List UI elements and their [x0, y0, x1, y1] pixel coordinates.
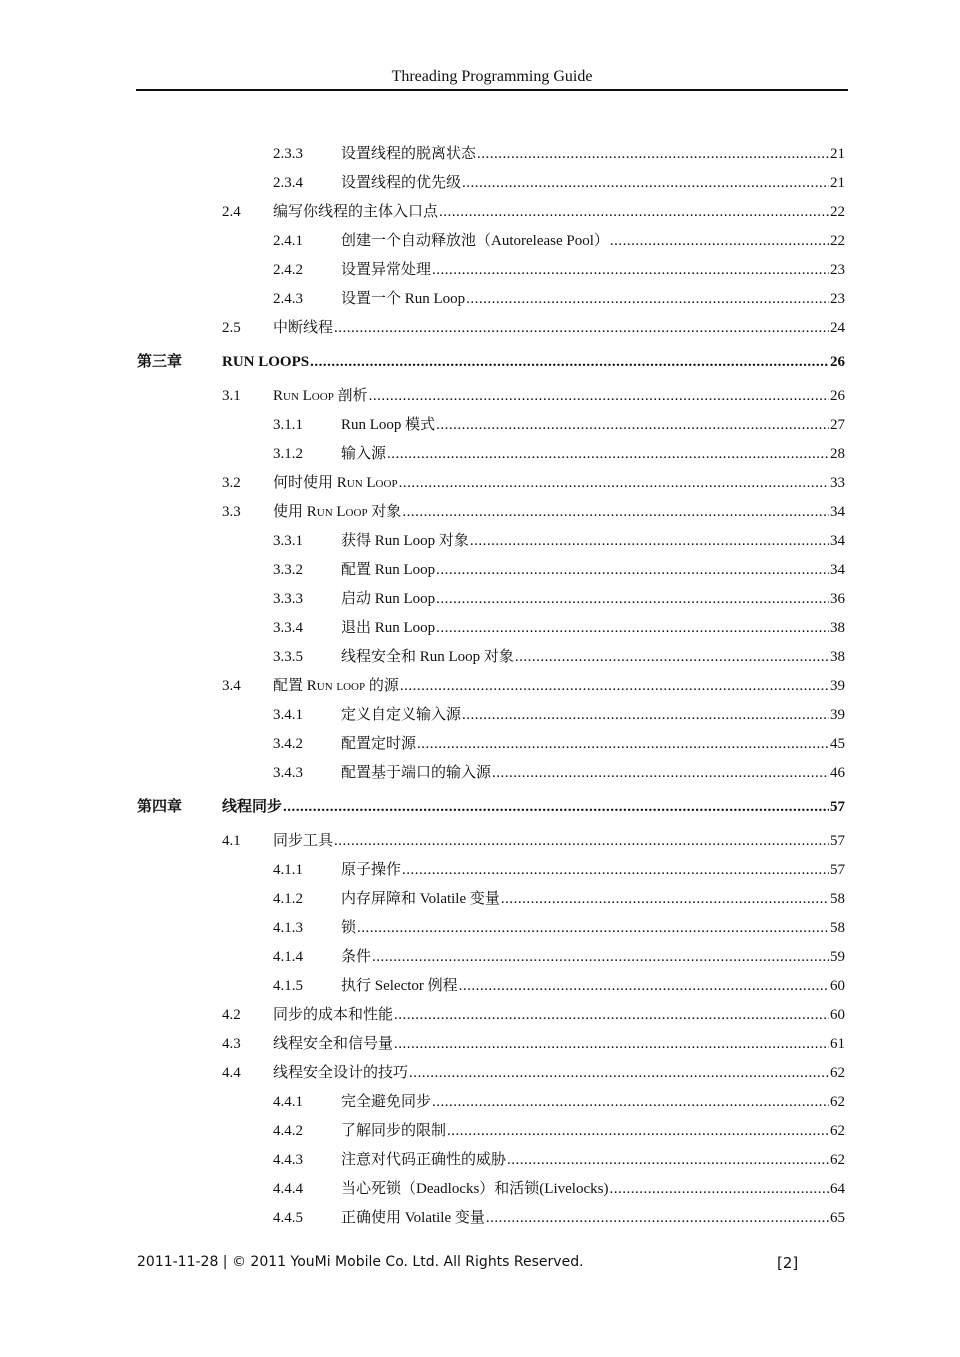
toc-entry[interactable] [0, 498, 960, 527]
toc-entry-number: 4.3 [222, 1036, 241, 1052]
toc-entry-title: 执行 Selector 例程 [341, 978, 458, 994]
toc-chapter-entry[interactable] [0, 793, 960, 822]
dot-leader [462, 701, 829, 730]
toc-entry-line [341, 527, 845, 556]
toc-entry-number: 2.4.3 [273, 291, 303, 307]
table-of-contents [0, 140, 960, 1233]
toc-entry-page: 21 [830, 146, 845, 162]
toc-entry-page: 38 [830, 649, 845, 665]
toc-entry-number: 4.4 [222, 1065, 241, 1081]
toc-entry[interactable] [0, 227, 960, 256]
toc-entry-title: 线程安全和 Run Loop 对象 [341, 649, 514, 665]
toc-chapter-entry[interactable] [0, 348, 960, 377]
toc-entry-page: 23 [830, 262, 845, 278]
toc-entry-line [273, 382, 845, 411]
toc-entry-title: 获得 Run Loop 对象 [341, 533, 469, 549]
toc-entry-page: 39 [830, 678, 845, 694]
dot-leader [436, 614, 829, 643]
toc-entry-page: 38 [830, 620, 845, 636]
dot-leader [610, 227, 829, 256]
toc-entry-page: 34 [830, 562, 845, 578]
dot-leader [334, 827, 829, 856]
toc-entry-line [341, 585, 845, 614]
toc-entry-page: 39 [830, 707, 845, 723]
toc-entry[interactable] [0, 730, 960, 759]
toc-entry-title: RUN LOOPS [222, 354, 310, 370]
dot-leader [466, 285, 829, 314]
toc-entry-line [341, 169, 845, 198]
footer-copyright: 2011-11-28 | © 2011 YouMi Mobile Co. Ltd. All Rights Reserved. [137, 1254, 584, 1270]
toc-entry-line [341, 256, 845, 285]
toc-entry[interactable] [0, 285, 960, 314]
toc-entry-line [341, 411, 845, 440]
toc-entry[interactable] [0, 672, 960, 701]
dot-leader [372, 943, 829, 972]
toc-entry-page: 33 [830, 475, 845, 491]
toc-entry-title: 配置 Run loop 的源 [273, 678, 399, 694]
footer-page-number: [2] [777, 1254, 799, 1272]
dot-leader [470, 527, 829, 556]
toc-entry[interactable] [0, 527, 960, 556]
toc-entry[interactable] [0, 556, 960, 585]
toc-entry[interactable] [0, 1059, 960, 1088]
toc-entry-page: 45 [830, 736, 845, 752]
toc-entry-title: 设置线程的优先级 [341, 175, 462, 191]
toc-entry-title: Run Loop 模式 [341, 417, 436, 433]
toc-entry-number: 3.1.2 [273, 446, 303, 462]
toc-entry-page: 23 [830, 291, 845, 307]
toc-entry-title: 完全避免同步 [341, 1094, 432, 1110]
toc-entry-number: 2.5 [222, 320, 241, 336]
toc-entry-page: 57 [830, 799, 845, 815]
toc-entry[interactable] [0, 943, 960, 972]
dot-leader [436, 585, 829, 614]
dot-leader [515, 643, 829, 672]
toc-entry[interactable] [0, 972, 960, 1001]
dot-leader [283, 793, 829, 822]
toc-entry-page: 24 [830, 320, 845, 336]
dot-leader [609, 1175, 829, 1204]
toc-entry-title: 正确使用 Volatile 变量 [341, 1210, 485, 1226]
toc-entry-title: 条件 [341, 949, 372, 965]
dot-leader [417, 730, 829, 759]
toc-entry-title: 定义自定义输入源 [341, 707, 462, 723]
toc-entry-title: 设置异常处理 [341, 262, 432, 278]
toc-entry[interactable] [0, 856, 960, 885]
toc-entry-page: 22 [830, 233, 845, 249]
toc-entry-page: 64 [830, 1181, 845, 1197]
toc-entry[interactable] [0, 411, 960, 440]
toc-entry-line [273, 1030, 845, 1059]
toc-entry-page: 57 [830, 833, 845, 849]
dot-leader [436, 556, 829, 585]
toc-entry-title: 配置定时源 [341, 736, 417, 752]
dot-leader [492, 759, 829, 788]
dot-leader [402, 856, 829, 885]
toc-entry-line [341, 1088, 845, 1117]
toc-entry-title: 内存屏障和 Volatile 变量 [341, 891, 500, 907]
toc-entry-line [341, 1175, 845, 1204]
toc-entry-title: 线程同步 [222, 799, 283, 815]
toc-entry-line [341, 285, 845, 314]
toc-entry-number: 3.3.3 [273, 591, 303, 607]
toc-entry-line [273, 198, 845, 227]
toc-entry-title: 输入源 [341, 446, 387, 462]
toc-entry-line [222, 793, 845, 822]
toc-entry-title: 当心死锁（Deadlocks）和活锁(Livelocks) [341, 1181, 609, 1197]
toc-entry-number: 2.3.3 [273, 146, 303, 162]
dot-leader [409, 1059, 829, 1088]
toc-entry-number: 4.1.3 [273, 920, 303, 936]
toc-entry-number: 2.4 [222, 204, 241, 220]
toc-entry-title: 中断线程 [273, 320, 334, 336]
toc-entry-page: 61 [830, 1036, 845, 1052]
dot-leader [432, 1088, 829, 1117]
toc-entry-line [273, 827, 845, 856]
toc-entry-line [273, 1059, 845, 1088]
dot-leader [436, 411, 829, 440]
toc-entry-line [273, 469, 845, 498]
toc-entry-title: 同步工具 [273, 833, 334, 849]
toc-entry-line [341, 556, 845, 585]
toc-entry-number: 3.3.2 [273, 562, 303, 578]
toc-entry-number: 第三章 [137, 354, 183, 370]
dot-leader [400, 672, 829, 701]
toc-entry-page: 46 [830, 765, 845, 781]
toc-entry-page: 28 [830, 446, 845, 462]
toc-entry-number: 3.1.1 [273, 417, 303, 433]
toc-entry[interactable] [0, 585, 960, 614]
toc-entry-title: 配置基于端口的输入源 [341, 765, 492, 781]
toc-entry-title: 编写你线程的主体入口点 [273, 204, 439, 220]
toc-entry-title: 设置一个 Run Loop [341, 291, 466, 307]
dot-leader [387, 440, 829, 469]
toc-entry[interactable] [0, 827, 960, 856]
toc-entry[interactable] [0, 140, 960, 169]
toc-entry-line [341, 885, 845, 914]
running-header-title: Threading Programming Guide [391, 68, 593, 85]
toc-entry-line [222, 348, 845, 377]
toc-entry[interactable] [0, 614, 960, 643]
toc-entry-title: 退出 Run Loop [341, 620, 436, 636]
toc-entry-number: 4.4.2 [273, 1123, 303, 1139]
toc-entry-title: 了解同步的限制 [341, 1123, 447, 1139]
dot-leader [399, 469, 829, 498]
toc-entry-line [273, 314, 845, 343]
toc-entry-number: 3.3.5 [273, 649, 303, 665]
toc-entry-title: 锁 [341, 920, 357, 936]
toc-entry-line [273, 1001, 845, 1030]
toc-entry[interactable] [0, 759, 960, 788]
toc-entry-number: 4.1 [222, 833, 241, 849]
toc-entry-page: 60 [830, 978, 845, 994]
dot-leader [486, 1204, 829, 1233]
toc-entry-line [341, 972, 845, 1001]
toc-entry-line [341, 730, 845, 759]
toc-entry-line [341, 643, 845, 672]
toc-entry-page: 57 [830, 862, 845, 878]
toc-entry-title: 启动 Run Loop [341, 591, 436, 607]
toc-entry-number: 3.4.1 [273, 707, 303, 723]
toc-entry-number: 4.1.4 [273, 949, 303, 965]
dot-leader [310, 348, 829, 377]
toc-entry-number: 4.1.2 [273, 891, 303, 907]
toc-entry-page: 62 [830, 1065, 845, 1081]
toc-entry[interactable] [0, 1204, 960, 1233]
toc-entry-page: 58 [830, 891, 845, 907]
toc-entry-number: 4.4.5 [273, 1210, 303, 1226]
toc-entry-title: 何时使用 Run Loop [273, 475, 398, 491]
toc-entry-number: 4.2 [222, 1007, 241, 1023]
toc-entry[interactable] [0, 914, 960, 943]
toc-entry-line [341, 1146, 845, 1175]
toc-entry-number: 4.4.4 [273, 1181, 303, 1197]
toc-entry-title: 创建一个自动释放池（Autorelease Pool） [341, 233, 609, 249]
toc-entry-page: 60 [830, 1007, 845, 1023]
toc-entry-page: 62 [830, 1094, 845, 1110]
toc-entry[interactable] [0, 1001, 960, 1030]
header-rule [136, 89, 848, 91]
toc-entry[interactable] [0, 1088, 960, 1117]
toc-entry[interactable] [0, 469, 960, 498]
toc-entry-line [341, 440, 845, 469]
toc-entry-number: 2.4.1 [273, 233, 303, 249]
toc-entry-number: 3.2 [222, 475, 241, 491]
toc-entry-line [341, 759, 845, 788]
dot-leader [501, 885, 829, 914]
toc-entry-line [341, 614, 845, 643]
toc-entry[interactable] [0, 169, 960, 198]
toc-entry-title: 注意对代码正确性的威胁 [341, 1152, 507, 1168]
dot-leader [477, 140, 829, 169]
toc-entry-number: 3.3 [222, 504, 241, 520]
toc-entry-page: 34 [830, 504, 845, 520]
toc-entry-number: 3.4.3 [273, 765, 303, 781]
toc-entry-number: 3.3.1 [273, 533, 303, 549]
toc-entry-number: 4.4.3 [273, 1152, 303, 1168]
toc-entry-page: 34 [830, 533, 845, 549]
toc-entry[interactable] [0, 701, 960, 730]
toc-entry-line [341, 943, 845, 972]
toc-entry-number: 3.1 [222, 388, 241, 404]
toc-entry[interactable] [0, 1030, 960, 1059]
toc-entry-page: 62 [830, 1152, 845, 1168]
toc-entry-number: 3.4 [222, 678, 241, 694]
toc-entry-number: 3.3.4 [273, 620, 303, 636]
toc-entry-page: 62 [830, 1123, 845, 1139]
dot-leader [462, 169, 829, 198]
toc-entry-number: 4.1.1 [273, 862, 303, 878]
dot-leader [459, 972, 829, 1001]
toc-entry[interactable] [0, 256, 960, 285]
toc-entry-line [341, 140, 845, 169]
toc-entry[interactable] [0, 1117, 960, 1146]
toc-entry-line [273, 498, 845, 527]
dot-leader [447, 1117, 829, 1146]
dot-leader [439, 198, 829, 227]
dot-leader [369, 382, 829, 411]
toc-entry-title: 设置线程的脱离状态 [341, 146, 477, 162]
dot-leader [334, 314, 829, 343]
toc-entry-number: 3.4.2 [273, 736, 303, 752]
toc-entry-line [341, 1204, 845, 1233]
toc-entry-page: 21 [830, 175, 845, 191]
toc-entry[interactable] [0, 885, 960, 914]
toc-entry[interactable] [0, 1175, 960, 1204]
toc-entry-page: 59 [830, 949, 845, 965]
toc-entry-title: 线程安全设计的技巧 [273, 1065, 409, 1081]
toc-entry-title: 配置 Run Loop [341, 562, 436, 578]
toc-entry-line [341, 856, 845, 885]
toc-entry-page: 26 [830, 388, 845, 404]
dot-leader [507, 1146, 829, 1175]
toc-entry[interactable] [0, 1146, 960, 1175]
toc-entry-line [341, 227, 845, 256]
toc-entry[interactable] [0, 198, 960, 227]
toc-entry[interactable] [0, 314, 960, 343]
toc-entry-line [341, 914, 845, 943]
toc-entry[interactable] [0, 382, 960, 411]
toc-entry-number: 第四章 [137, 799, 183, 815]
toc-entry-number: 2.4.2 [273, 262, 303, 278]
toc-entry-title: Run Loop 剖析 [273, 388, 368, 404]
toc-entry-page: 22 [830, 204, 845, 220]
dot-leader [402, 498, 829, 527]
toc-entry-title: 使用 Run Loop 对象 [273, 504, 402, 520]
toc-entry-title: 线程安全和信号量 [273, 1036, 394, 1052]
toc-entry-page: 58 [830, 920, 845, 936]
dot-leader [394, 1001, 829, 1030]
toc-entry-page: 36 [830, 591, 845, 607]
toc-entry-page: 65 [830, 1210, 845, 1226]
toc-entry-page: 26 [830, 354, 845, 370]
toc-entry[interactable] [0, 643, 960, 672]
toc-entry-number: 2.3.4 [273, 175, 303, 191]
dot-leader [432, 256, 829, 285]
toc-entry-page: 27 [830, 417, 845, 433]
dot-leader [394, 1030, 829, 1059]
dot-leader [357, 914, 829, 943]
toc-entry-line [341, 1117, 845, 1146]
toc-entry-number: 4.4.1 [273, 1094, 303, 1110]
toc-entry-line [273, 672, 845, 701]
toc-entry-title: 原子操作 [341, 862, 402, 878]
toc-entry-title: 同步的成本和性能 [273, 1007, 394, 1023]
toc-entry-line [341, 701, 845, 730]
toc-entry[interactable] [0, 440, 960, 469]
toc-entry-number: 4.1.5 [273, 978, 303, 994]
